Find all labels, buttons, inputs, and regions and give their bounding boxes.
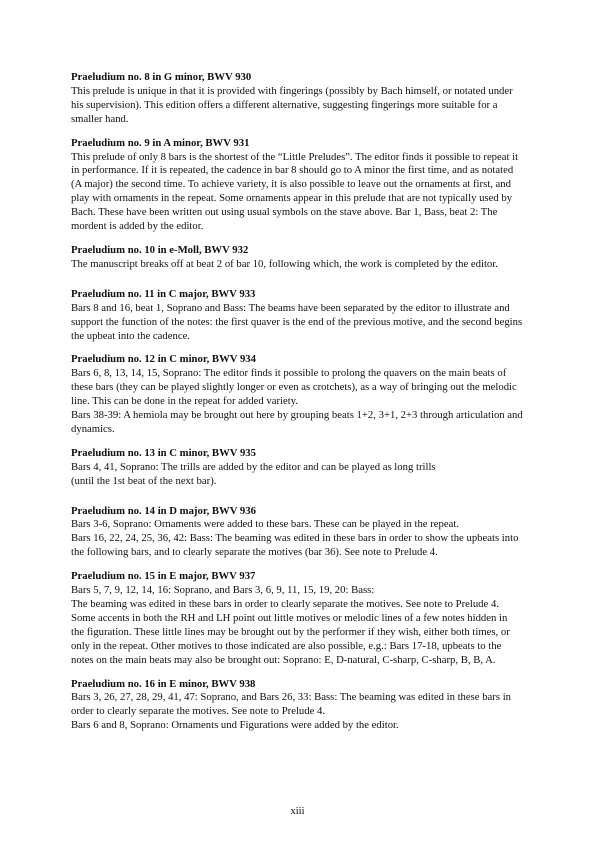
- section-prelude-12: [71, 353, 523, 436]
- section-prelude-14: [71, 505, 523, 561]
- section-title: Praeludium no. 14 in D major, BWV 936: [71, 504, 256, 517]
- section-paragraph: Bars 6 and 8, Soprano: Ornaments und Figurations were added by the editor.: [71, 719, 399, 732]
- section-prelude-16: [71, 678, 523, 734]
- section-title: Praeludium no. 15 in E major, BWV 937: [71, 570, 256, 583]
- section-prelude-15: [71, 570, 523, 667]
- section-paragraph: Bars 8 and 16, beat 1, Soprano and Bass: The beams have been separated by the editor to illustrate and support the function of the notes: the first quaver is the end of the previous motive, and the second begins the upbeat into the cadence.: [71, 301, 523, 342]
- section-title: Praeludium no. 10 in e-Moll, BWV 932: [71, 243, 249, 256]
- spacer: [71, 489, 523, 495]
- section-title: Praeludium no. 11 in C major, BWV 933: [71, 287, 256, 300]
- section-paragraph: The manuscript breaks off at beat 2 of bar 10, following which, the work is completed by the editor.: [71, 257, 498, 270]
- section-paragraph: (until the 1st beat of the next bar).: [71, 474, 217, 487]
- section-title: Praeludium no. 9 in A minor, BWV 931: [71, 136, 250, 149]
- section-title: Praeludium no. 8 in G minor, BWV 930: [71, 71, 252, 83]
- section-prelude-8: [71, 71, 523, 127]
- page-number: xiii: [290, 806, 305, 817]
- section-paragraph: Bars 38-39: A hemiola may be brought out here by grouping beats 1+2, 3+1, 2+3 through articulation and dynamics.: [71, 409, 523, 435]
- spacer: [71, 272, 523, 278]
- document-body: [71, 71, 523, 743]
- section-paragraph: The beaming was edited in these bars in order to clearly separate the motives. See note to Prelude 4.: [71, 598, 499, 610]
- section-paragraph: Some accents in both the RH and LH point out little motives or melodic lines of a few notes hidden in the figuration. These little lines may be brought out by the performer if they wish, either both times, or only in the repeat. Other motives to those indicated are also possible, e.g.: Bars 17-18, upbeats to the notes on the main beats may also be brought out: Soprano: E, D-natural, C-sharp, C-sharp, B, B, A.: [71, 611, 510, 666]
- section-title: Praeludium no. 16 in E minor, BWV 938: [71, 677, 256, 690]
- section-paragraph: Bars 3-6, Soprano: Ornaments were added to these bars. These can be played in the repeat.: [71, 518, 459, 531]
- section-paragraph: This prelude is unique in that it is provided with fingerings (possibly by Bach himself, or notated under his supervision). This edition offers a different alternative, suggesting fingerings more suitable for a smaller hand.: [71, 84, 513, 125]
- section-prelude-11: [71, 288, 523, 344]
- section-paragraph: Bars 5, 7, 9, 12, 14, 16: Soprano, and Bars 3, 6, 9, 11, 15, 19, 20: Bass:: [71, 584, 375, 597]
- section-title: Praeludium no. 13 in C minor, BWV 935: [71, 446, 256, 459]
- section-prelude-13: [71, 447, 523, 495]
- section-paragraph: Bars 3, 26, 27, 28, 29, 41, 47: Soprano, and Bars 26, 33: Bass: The beaming was edited in these bars in order to clearly separate the motives. See note to Prelude 4.: [71, 691, 512, 718]
- section-paragraph: This prelude of only 8 bars is the shortest of the “Little Preludes”. The editor finds it possible to repeat it in performance. If it is repeated, the cadence in bar 8 should go to A minor the first time, and as notated (A major) the second time. To achieve variety, it is also possible to leave out the ornaments at first, and play with ornaments in the repeat. Some ornaments appear in this prelude that are not typically used by Bach. These have been written out using usual symbols on the stave above. Bar 1, Bass, beat 2: The mordent is added by the editor.: [71, 150, 519, 233]
- section-paragraph: Bars 4, 41, Soprano: The trills are added by the editor and can be played as long trills: [71, 460, 436, 473]
- section-prelude-9: [71, 137, 523, 234]
- section-paragraph: Bars 16, 22, 24, 25, 36, 42: Bass: The beaming was edited in these bars in order to show the upbeats into the following bars, and to clearly separate the motives (bar 36). See note to Prelude 4.: [71, 532, 519, 559]
- section-title: Praeludium no. 12 in C minor, BWV 934: [71, 353, 256, 366]
- section-paragraph: Bars 6, 8, 13, 14, 15, Soprano: The editor finds it possible to prolong the quavers on the main beats of these bars (they can be played slightly longer or even as crotchets), as a way of bringing out the melodic line. This can be done in the repeat for added variety.: [71, 367, 517, 408]
- section-prelude-10: [71, 244, 523, 278]
